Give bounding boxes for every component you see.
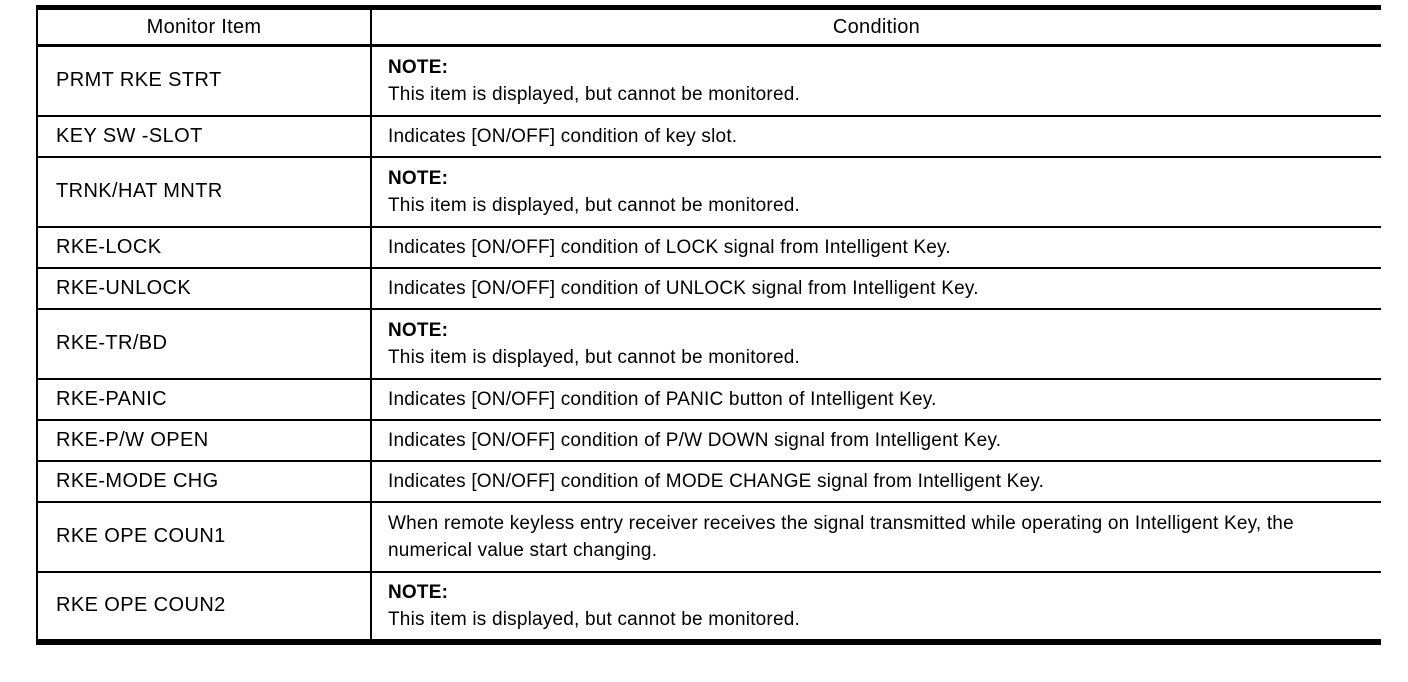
table-row [37, 46, 1381, 116]
monitor-item-cell: TRNK/HAT MNTR [37, 157, 371, 227]
monitor-item-cell: PRMT RKE STRT [37, 46, 371, 116]
condition-cell: Indicates [ON/OFF] condition of key slot. [388, 125, 738, 147]
monitor-item-cell: RKE-MODE CHG [37, 461, 371, 502]
table-row [37, 379, 1381, 420]
condition-text: This item is displayed, but cannot be monitored. [388, 194, 800, 216]
condition-column-header: Condition [832, 15, 921, 38]
condition-cell [371, 46, 1381, 116]
table-row [37, 572, 1381, 642]
table-row [37, 157, 1381, 227]
condition-cell: Indicates [ON/OFF] condition of P/W DOWN signal from Intelligent Key. [388, 429, 1002, 451]
monitor-item-cell: RKE OPE COUN2 [37, 572, 371, 642]
table-row [37, 116, 1381, 157]
table-row [37, 461, 1381, 502]
condition-cell [371, 309, 1381, 379]
note-label: NOTE: [388, 581, 449, 603]
condition-text: This item is displayed, but cannot be monitored. [388, 346, 800, 368]
condition-cell [371, 572, 1381, 642]
condition-text: This item is displayed, but cannot be monitored. [388, 83, 800, 105]
condition-cell: Indicates [ON/OFF] condition of PANIC button of Intelligent Key. [388, 388, 937, 410]
table-row [37, 268, 1381, 309]
monitor-item-cell: KEY SW -SLOT [37, 116, 371, 157]
condition-cell: When remote keyless entry receiver receives the signal transmitted while operating on Intelligent Key, the numerical value start changing. [388, 512, 1294, 561]
condition-cell [371, 157, 1381, 227]
note-label: NOTE: [388, 167, 449, 189]
table-header-row [37, 8, 1381, 46]
condition-cell: Indicates [ON/OFF] condition of MODE CHANGE signal from Intelligent Key. [388, 470, 1045, 492]
monitor-item-table [36, 5, 1381, 645]
condition-text: This item is displayed, but cannot be monitored. [388, 608, 800, 630]
monitor-item-cell: RKE-PANIC [37, 379, 371, 420]
monitor-item-cell: RKE-P/W OPEN [37, 420, 371, 461]
monitor-item-cell: RKE-LOCK [37, 227, 371, 268]
note-label: NOTE: [388, 56, 449, 78]
monitor-item-cell: RKE-UNLOCK [37, 268, 371, 309]
note-label: NOTE: [388, 319, 449, 341]
monitor-item-cell: RKE-TR/BD [37, 309, 371, 379]
monitor-item-cell: RKE OPE COUN1 [37, 502, 371, 572]
table-row [37, 502, 1381, 572]
table-row [37, 227, 1381, 268]
table-row [37, 309, 1381, 379]
condition-cell: Indicates [ON/OFF] condition of UNLOCK signal from Intelligent Key. [388, 277, 979, 299]
table-row [37, 420, 1381, 461]
condition-cell: Indicates [ON/OFF] condition of LOCK signal from Intelligent Key. [388, 236, 951, 258]
monitor-item-column-header: Monitor Item [37, 8, 371, 46]
